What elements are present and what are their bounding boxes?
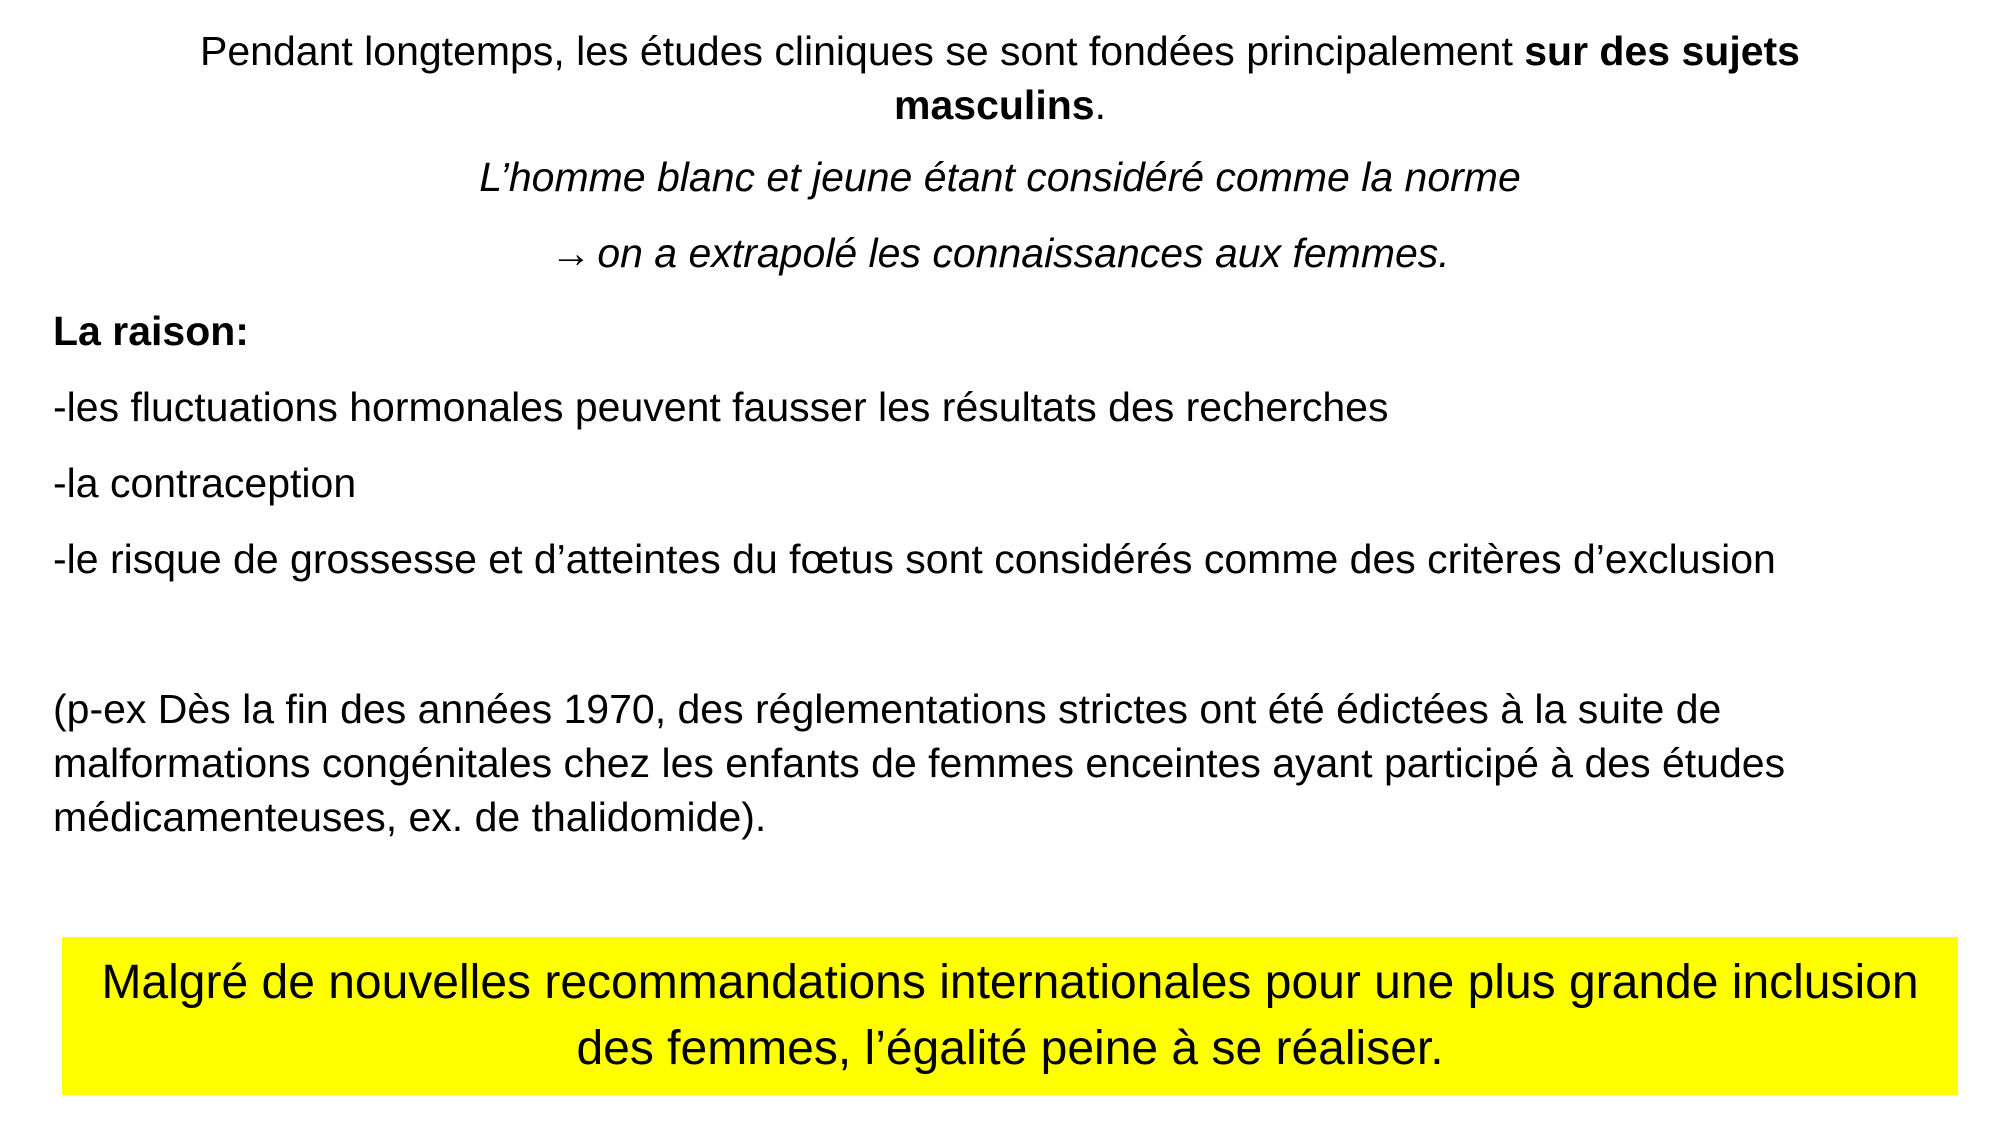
intro-statement-period: . [1094, 82, 1106, 128]
intro-statement-text: Pendant longtemps, les études cliniques se sont fondées principalement [200, 28, 1525, 74]
intro-statement-emphasis: sur des sujets masculins [894, 28, 1800, 128]
reason-heading: La raison: [53, 308, 249, 354]
arrow-right-icon: → [550, 230, 592, 276]
norm-statement: L’homme blanc et jeune étant considéré comme la norme [479, 154, 1521, 200]
extrapolation-text: on a extrapolé les connaissances aux femmes. [597, 230, 1450, 276]
conclusion-text: Malgré de nouvelles recommandations internationales pour une plus grande inclusion des femmes, l’égalité peine à se réaliser. [101, 956, 1919, 1075]
intro-statement [120, 24, 1880, 132]
reason-item-pregnancy: -le risque de grossesse et d’atteintes du fœtus sont considérés comme des critères d’exclusion [53, 536, 1776, 582]
extrapolation-statement [120, 226, 1880, 280]
conclusion-highlight-box [62, 937, 1958, 1095]
reason-item-hormonal: -les fluctuations hormonales peuvent fausser les résultats des recherches [53, 384, 1389, 430]
reason-list [53, 380, 1776, 608]
example-paragraph: (p-ex Dès la fin des années 1970, des réglementations strictes ont été édictées à la suite de malformations congénitales chez les enfants de femmes enceintes ayant participé à des études médicamenteuses, ex. de thalidomide). [53, 686, 1786, 840]
reason-item-contraception: -la contraception [53, 460, 357, 506]
